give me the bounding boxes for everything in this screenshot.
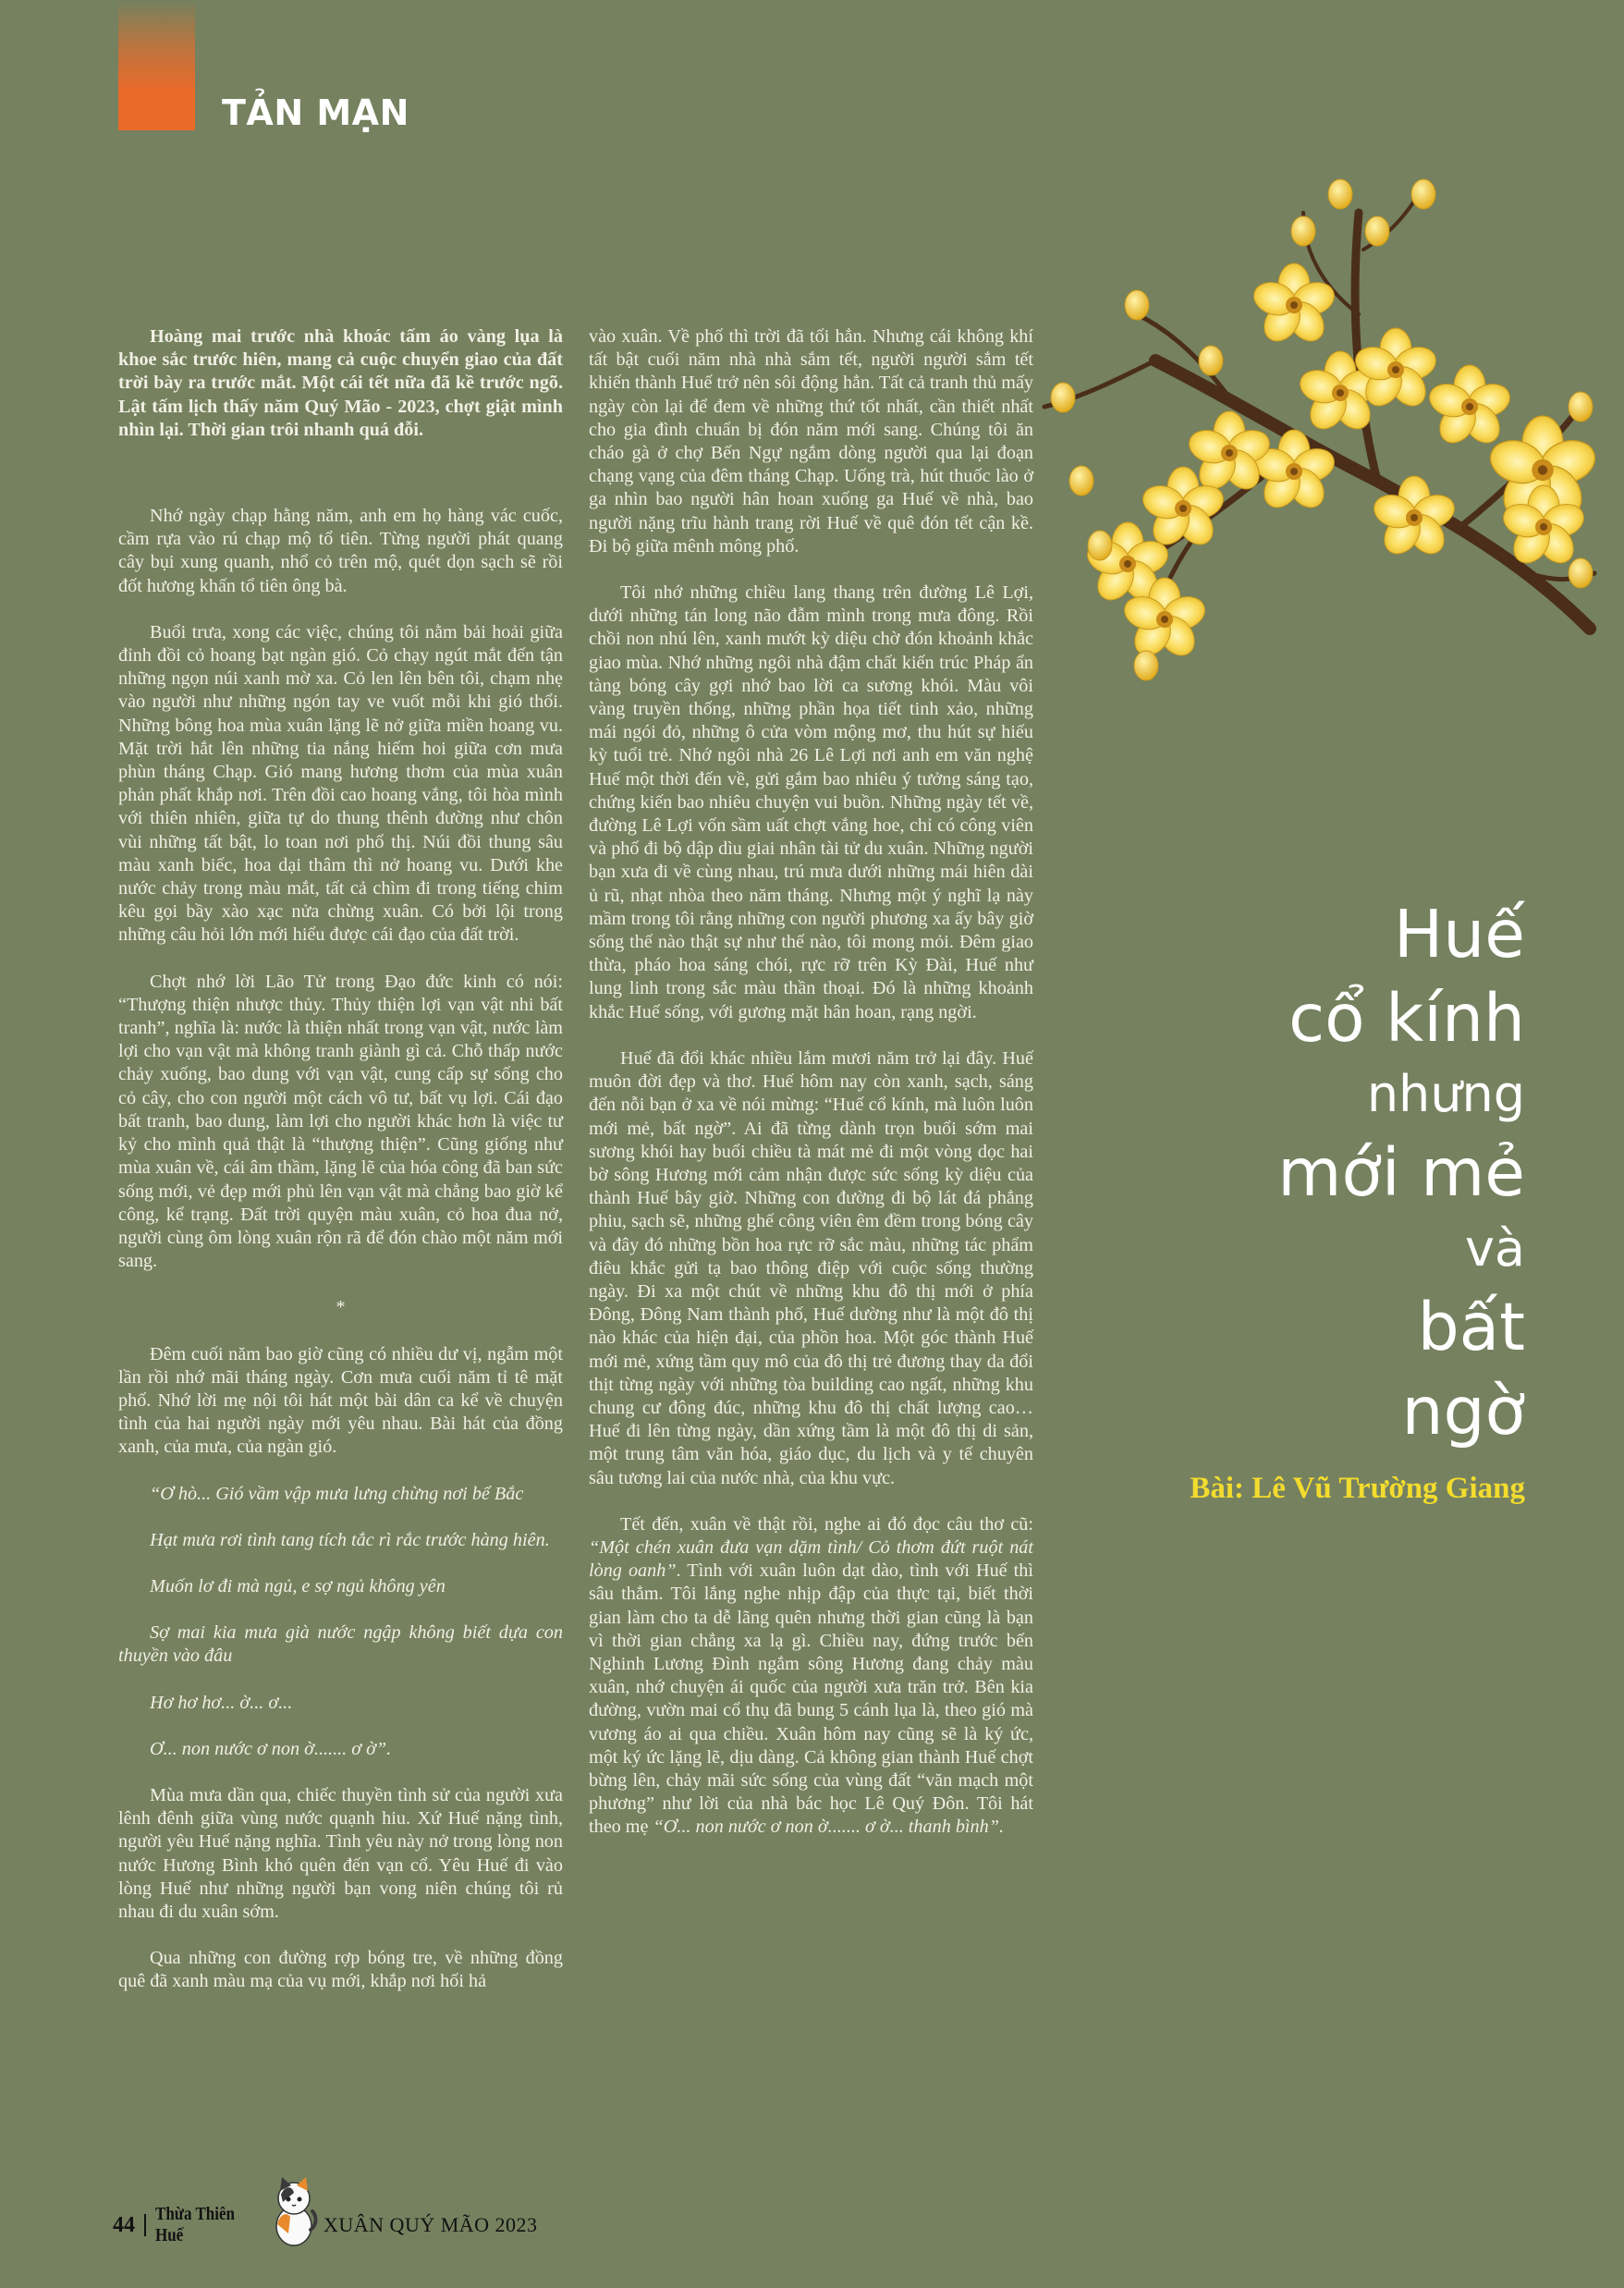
section-separator: *: [336, 1297, 346, 1318]
section-accent-bar: [118, 0, 195, 130]
verse-line: Hơ hơ hơ... ờ... ơ...: [150, 1692, 293, 1713]
title-line: nhưng: [1366, 1065, 1525, 1123]
quoted-song: “Ơ... non nước ơ non ờ....... ơ ờ... thanh bình”.: [653, 1817, 1004, 1838]
verse-line: Hạt mưa rơi tình tang tích tắc rì rắc trước hàng hiên.: [150, 1529, 550, 1550]
body-paragraph: [589, 1513, 1033, 1840]
cat-mascot-icon: [270, 2174, 318, 2246]
article-title: [1063, 896, 1525, 1462]
body-paragraph: Nhớ ngày chạp hằng năm, anh em họ hàng vác cuốc, cầm rựa vào rú chạp mộ tổ tiên. Từng người phát quang cây bụi xung quanh, nhổ cỏ trên mộ, quét dọn sạch sẽ rồi đốt hương khấn tổ tiên ông bà.: [118, 506, 563, 596]
footer-divider: [144, 2214, 146, 2236]
body-paragraph: Buổi trưa, xong các việc, chúng tôi nằm bải hoải giữa đỉnh đồi cỏ hoang bạt ngàn gió. Cỏ chạy ngút mắt đến tận những ngọn núi xanh mờ xa. Cỏ len lên bên tôi, chạm nhẹ vào người như những ngón tay ve vuốt mỗi khi gió thổi. Những bông hoa mùa xuân lặng lẽ nở giữa miền hoang vu. Mặt trời hắt lên những tia nắng hiếm hoi giữa cơn mưa phùn tháng Chạp. Gió mang hương thơm của mùa xuân phản phất khắp nơi. Trên đồi cao hoang vắng, tôi hòa mình với thiên nhiên, giữa tự do thung thênh đường như chôn vùi những tất bật, lo toan nơi phố thị. Núi đồi thung sâu màu xanh biếc, hoa dại thâm thì nở hoang vu. Dưới khe nước chảy trong màu mắt, tất cả chìm đi trong tiếng chim kêu gọi bầy xào xạc nửa chừng xuân. Có bởi lội trong những câu hỏi lớn mới hiểu được cái đạo của đất trời.: [118, 621, 563, 946]
title-line: và: [1464, 1219, 1525, 1278]
section-label: TẢN MẠN: [222, 92, 409, 133]
article-column-1: [118, 325, 563, 1994]
title-line: cổ kính: [1288, 980, 1525, 1057]
body-paragraph: Đêm cuối năm bao giờ cũng có nhiều dư vị, ngẫm một lần rồi nhớ mãi tháng ngày. Cơn mưa cuối năm tỉ tê mặt phố. Nhớ lời mẹ nội tôi hát một bài dân ca kể về chuyện tình của hai người ngày mới yêu nhau. Bài hát của đồng xanh, của mưa, của ngàn gió.: [118, 1343, 563, 1458]
verse-line: Muốn lơ đi mà ngủ, e sợ ngủ không yên: [150, 1575, 446, 1597]
lead-paragraph: Hoàng mai trước nhà khoác tấm áo vàng lụa là khoe sắc trước hiên, mang cả cuộc chuyển giao của đất trời bày ra trước mắt. Một cái tết nữa đã kề trước ngõ. Lật tấm lịch thấy năm Quý Mão - 2023, chợt giật mình nhìn lại. Thời gian trôi nhanh quá đỗi.: [118, 326, 563, 440]
title-line: mới mẻ: [1277, 1134, 1525, 1211]
body-paragraph: Mùa mưa dần qua, chiếc thuyền tình sử của người xưa lênh đênh giữa vùng nước quạnh hiu. Xứ Huế nặng tình, người yêu Huế nặng nghĩa. Tình yêu này nở trong lòng non nước Hương Bình khó quên đến vạn cổ. Yêu Huế đi vào lòng Huế như những người bạn vong niên chúng tôi rủ nhau đi du xuân sớm.: [118, 1784, 563, 1922]
verse-line: Sợ mai kia mưa già nước ngập không biết dựa con thuyền vào đâu: [118, 1622, 563, 1667]
body-paragraph: Tôi nhớ những chiều lang thang trên đường Lê Lợi, dưới những tán long não đẫm mình trong mưa đông. Rồi chồi non nhú lên, xanh mướt kỳ diệu chờ đón khoảnh khắc giao mùa. Nhớ những ngôi nhà đậm chất kiến trúc Pháp ẩn tàng bóng cây gợi nhớ bao lời ca sương khói. Màu vôi vàng truyền thống, những phần họa tiết tinh xảo, những mái ngói đỏ, những ô cửa vòm mộng mơ, thu hút sự hiếu kỳ tuổi trẻ. Nhớ ngôi nhà 26 Lê Lợi nơi anh em văn nghệ Huế một thời đến về, gửi gắm bao nhiêu ý tưởng sáng tạo, chứng kiến bao nhiêu chuyện vui buồn. Những ngày tết về, đường Lê Lợi vốn sầm uất chợt vắng hoe, chỉ có công viên và phố đi bộ dập dìu giai nhân tài tử du xuân. Những người bạn xưa đi về cùng nhau, trú mưa dưới những mái hiên dài ủ rũ, nhạt nhòa theo năm tháng. Nhưng một ý nghĩ lạ này mầm trong tôi rằng những con người phương xa ấy bây giờ sống thế nào thật sự như thế nào, tôi mong mỏi. Đêm giao thừa, pháo hoa sáng chói, rực rỡ trên Kỳ Đài, Huế như lung linh trong sắc màu thần thoại. Đó là những khoảnh khắc Huế sống, với gương mặt hân hoan, rạng ngời.: [589, 582, 1033, 1022]
issue-label: XUÂN QUÝ MÃO 2023: [324, 2213, 538, 2236]
body-text: . Tình với xuân luôn dạt dào, tình với Huế thì sâu thẳm. Tôi lắng nghe nhịp đập của thực tại, biết thời gian làm cho ta dễ lãng quên nhưng thời gian cũng là bạn vì thời gian chẳng xa lạ gì. Chiều nay, đứng trước bến Nghinh Lương Đình ngắm sông Hương đang chảy màu xuân, nhớ chuyện ái quốc của người xưa trăn trở. Bên kia đường, vườn mai cổ thụ đã bung 5 cánh lụa là, theo gió mà vương áo ai qua chiều. Xuân hôm nay cũng sẽ là ký ức, một ký ức lặng lẽ, dịu dàng. Cả không gian thành Huế chợt bừng lên, chảy mãi sức sống của vùng đất “văn mạch một phương” như lời của nhà bác học Lê Quý Đôn. Tôi hát theo mẹ: [589, 1560, 1033, 1838]
author-byline: Bài: Lê Vũ Trường Giang: [1190, 1472, 1525, 1505]
apricot-blossom-branch-illustration: [1026, 176, 1599, 767]
body-paragraph: Chợt nhớ lời Lão Tử trong Đạo đức kinh có nói: “Thượng thiện nhược thủy. Thủy thiện lợi vạn vật nhi bất tranh”, nghĩa là: nước là thiện nhất trong vạn vật, nước làm lợi cho vạn vật mà không tranh giành gì cả. Chỗ thấp nước chảy xuống, bao dung với vạn vật, cung cấp sự sống cho cỏ cây, cho con người một cách vô tư, bất vụ lợi. Cái đạo bất tranh, bao dung, làm lợi cho người khác hơn là việc tư kỷ cho mình quả thật là “thượng thiện”. Cũng giống như mùa xuân về, cái âm thầm, lặng lẽ của hóa công đã ban sức sống mới, vẻ đẹp mới phủ lên vạn vật mà chẳng bao giờ kể công, kể trạng. Đất trời quyện màu xuân, cỏ hoa đua nở, người cùng ôm lòng xuân rộn rã để đón chào một năm mới sang.: [118, 971, 563, 1272]
page-footer: [113, 2204, 538, 2245]
magazine-name: Thừa Thiên Huế: [155, 2204, 235, 2245]
body-text: Tết đến, xuân về thật rồi, nghe ai đó đọc câu thơ cũ:: [620, 1513, 1033, 1535]
title-line: Huế: [1393, 896, 1525, 973]
page-number: 44: [113, 2212, 135, 2237]
title-line: ngờ: [1401, 1373, 1525, 1450]
verse-line: Ơ... non nước ơ non ờ....... ơ ờ”.: [150, 1738, 392, 1759]
title-line: bất: [1417, 1289, 1525, 1365]
body-paragraph: Huế đã đổi khác nhiều lắm mươi năm trở lại đây. Huế muôn đời đẹp và thơ. Huế hôm nay còn xanh, sạch, sáng đến nỗi bạn ở xa về nói mừng: “Huế cổ kính, mà luôn luôn mới mẻ, bất ngờ”. Ai đã từng dành trọn buổi sớm mai sương khói hay buổi chiều tà mát mẻ đi một vòng dọc hai bờ sông Hương mới cảm nhận được sức sống kỳ diệu của thành Huế bây giờ. Những con đường đi bộ lát đá phẳng phiu, sạch sẽ, những ghế công viên êm đềm trong bóng cây và đây đó những bồn hoa rực rỡ sắc màu, những tác phẩm điêu khắc gửi tạ bao thông điệp với cuộc sống thường ngày. Đi xa một chút về những khu đô thị mới ở phía Đông, Đông Nam thành phố, Huế dường như là một đô thị nào khác của hiện đại, của phồn hoa. Một góc thành Huế mới mẻ, xứng tầm quy mô của đô thị trẻ đương thay da đổi thịt từng ngày với những tòa building cao ngất, những khu chung cư đông đúc, những khu đô thị chất lượng cao… Huế đi lên từng ngày, dần xứng tầm là một đô thị di sản, một trung tâm văn hóa, giáo dục, du lịch và y tế chuyên sâu tương lai của nước nhà, của khu vực.: [589, 1047, 1033, 1488]
verse-line: “Ơ hò... Gió vầm vập mưa lưng chừng nơi bể Bắc: [150, 1483, 524, 1504]
body-paragraph: vào xuân. Về phố thì trời đã tối hẳn. Nhưng cái không khí tất bật cuối năm nhà nhà sắm tết, người người sắm tết khiến thành Huế trở nên sôi động hẳn. Tất cả tranh thủ mấy ngày còn lại để đem về những thứ tốt nhất, cần thiết nhất cho gia đình chuẩn bị đón năm mới sang. Chúng tôi ăn cháo gà ở chợ Bến Ngự ngắm dòng người qua lại đoạn chạng vạng của đêm tháng Chạp. Uống trà, hút thuốc lào ở ga nhìn bao người hân hoan xuống ga Huế về nhà, bao người nặng trĩu hành trang rời Huế về quê đón tết cận kề. Đi bộ giữa mênh mông phố.: [589, 326, 1033, 557]
body-paragraph: Qua những con đường rợp bóng tre, về những đồng quê đã xanh màu mạ của vụ mới, khắp nơi hối hả: [118, 1948, 563, 1992]
article-column-2: [589, 325, 1033, 1840]
quoted-poem: “Một chén xuân đưa vạn dặm tình/ Cỏ thơm đứt ruột nát lòng oanh”: [589, 1536, 1033, 1582]
